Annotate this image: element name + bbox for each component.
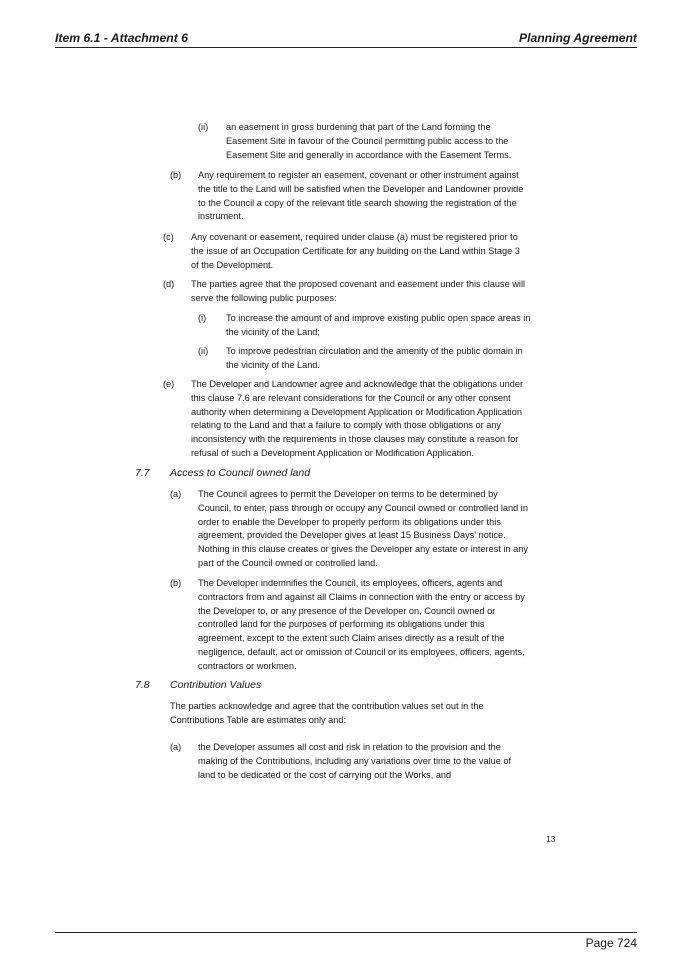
clause-label: (a) [170, 489, 182, 499]
header-attachment-label: Item 6.1 - Attachment 6 [55, 31, 188, 45]
page-footer [55, 932, 637, 950]
clause-text: Any requirement to register an easement, covenant or other instrument against the title to the Land will be satisfied when the Developer and Landowner provide to the Council a copy of the relevant title search showing the registration of the instrument. [198, 170, 524, 222]
subclause-label: (ii) [198, 346, 209, 356]
clause-label: (b) [170, 578, 182, 588]
clause-label: (e) [163, 379, 175, 389]
clause-label: (c) [163, 232, 174, 242]
clause-text: The Developer and Landowner agree and acknowledge that the obligations under this clause 7.6 are relevant considerations for the Council or any other consent authority when determining a Development Application or Modification Application relating to the Land and that a failure to comply with those obligations or any inconsistency with the requirements in those clauses may constitute a reason for refusal of such a Development Application or Modification Application. [191, 379, 524, 458]
clause-label: (d) [163, 279, 175, 289]
subclause-text: To improve pedestrian circulation and the amenity of the public domain in the vicinity of the Land. [226, 346, 523, 370]
section-number: 7.7 [135, 467, 150, 479]
section-title: Access to Council owned land [170, 467, 311, 479]
clause-label: (a) [170, 742, 182, 752]
clause-text: The Developer indemnifies the Council, its employees, officers, agents and contractors from and against all Claims in connection with the entry or access by the Developer to, or any presence of the Developer on, Council owned or controlled land for the purposes of performing its obligations under this agreement, except to the extent such Claim arises directly as a result of the negligence, default, act or omission of Council or its employees, officers, agents, contractors or workmen. [198, 578, 525, 671]
footer-page-label: Page 724 [585, 936, 637, 950]
section-paragraph: The parties acknowledge and agree that the contribution values set out in the Contributions Table are estimates only and: [170, 701, 484, 725]
clause-text: Any covenant or easement, required under clause (a) must be registered prior to the issue of an Occupation Certificate for any building on the Land within Stage 3 of the Development. [191, 232, 520, 270]
section-number: 7.8 [135, 679, 150, 691]
page-header [55, 31, 637, 48]
clause-text: the Developer assumes all cost and risk in relation to the provision and the making of the Contributions, including any variations over time to the value of land to be dedicated or the cost of carrying out the Works, and [198, 742, 512, 780]
subclause-text: To increase the amount of and improve existing public open space areas in the vicinity of the Land; [226, 313, 531, 337]
section-title: Contribution Values [170, 679, 262, 691]
document-page-number: 13 [546, 834, 556, 844]
clause-label: (b) [170, 170, 182, 180]
clause-text: The parties agree that the proposed covenant and easement under this clause will serve the following public purposes: [191, 279, 526, 303]
subclause-label: (ii) [198, 122, 209, 132]
subclause-text: an easement in gross burdening that part of the Land forming the Easement Site in favour of the Council permitting public access to the Easement Site and generally in accordance with the Easement Terms. [226, 122, 512, 160]
subclause-label: (i) [198, 313, 207, 323]
clause-text: The Council agrees to permit the Developer on terms to be determined by Council, to enter, pass through or occupy any Council owned or controlled land in order to enable the Developer to properly perform its obligations under this agreement, provided the Developer gives at least 15 Business Days' notice. Nothing in this clause creates or gives the Developer any estate or interest in any part of the Council owned or controlled land. [198, 489, 528, 568]
header-document-title: Planning Agreement [518, 31, 637, 45]
